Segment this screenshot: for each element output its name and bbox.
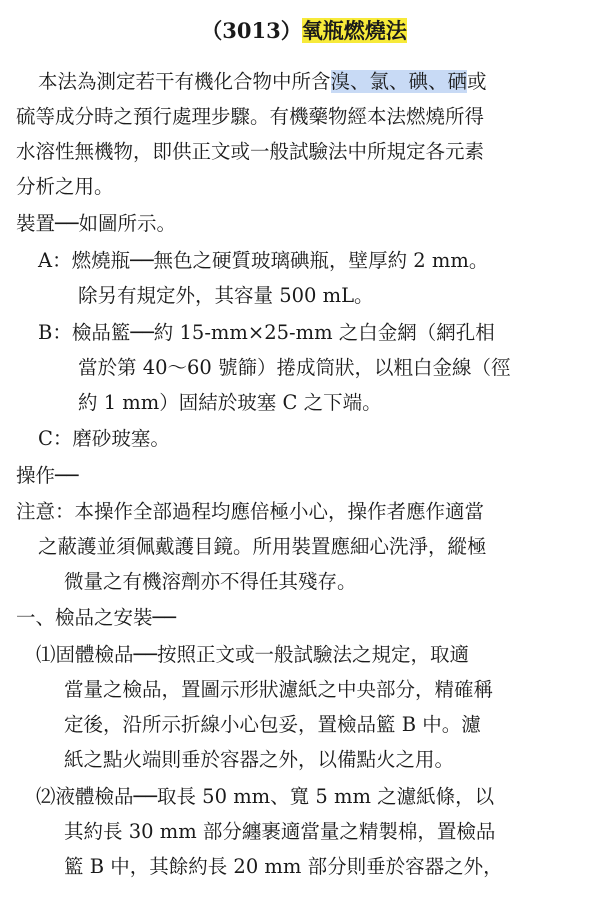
- intro-line-1: [38, 64, 487, 100]
- operation-heading: 操作──: [16, 464, 79, 487]
- note-line-3: 微量之有機溶劑亦不得任其殘存。: [64, 570, 357, 593]
- liquid-sample-line-1: ⑵液體檢品──取長 50 mm、寬 5 mm 之濾紙條，以: [36, 785, 495, 808]
- section-title: [0, 14, 608, 48]
- apparatus-b-line-3: 約 1 mm）固結於玻塞 C 之下端。: [78, 391, 382, 414]
- apparatus-b-line-2: 當於第 40～60 號篩）捲成筒狀，以粗白金線（徑: [78, 356, 511, 379]
- note-line-1: 注意：本操作全部過程均應倍極小心，操作者應作適當: [16, 500, 485, 523]
- section-title-highlighted: 氧瓶燃燒法: [301, 18, 407, 43]
- solid-sample-line-2: 當量之檢品，置圖示形狀濾紙之中央部分，精確稱: [64, 678, 494, 701]
- apparatus-heading: 裝置──如圖所示。: [16, 212, 176, 235]
- solid-sample-line-4: 紙之點火端則垂於容器之外，以備點火之用。: [64, 748, 455, 771]
- solid-sample-line-1: ⑴固體檢品──按照正文或一般試驗法之規定，取適: [36, 643, 469, 666]
- note-line-2: 之蔽護並須佩戴護目鏡。所用裝置應細心洗淨，縱極: [38, 535, 487, 558]
- liquid-sample-line-2: 其約長 30 mm 部分纏裹適當量之精製棉，置檢品: [64, 820, 496, 843]
- apparatus-c-line-1: C：磨砂玻塞。: [38, 427, 170, 450]
- intro-text: 或: [467, 70, 487, 93]
- intro-text: 本法為測定若干有機化合物中所含: [38, 70, 331, 93]
- intro-line-3: 水溶性無機物，即供正文或一般試驗法中所規定各元素: [16, 140, 485, 163]
- section-number: （3013）: [201, 18, 302, 43]
- liquid-sample-line-3: 籃 B 中，其餘約長 20 mm 部分則垂於容器之外，: [64, 855, 503, 878]
- selected-text: 溴、氯、碘、硒: [330, 70, 468, 93]
- intro-line-2: 硫等成分時之預行處理步驟。有機藥物經本法燃燒所得: [16, 105, 485, 128]
- sample-heading: 一、檢品之安裝──: [16, 606, 176, 629]
- intro-line-4: 分析之用。: [16, 175, 114, 198]
- apparatus-a-line-2: 除另有規定外，其容量 500 mL。: [78, 284, 374, 307]
- solid-sample-line-3: 定後，沿所示折線小心包妥，置檢品籃 B 中。濾: [64, 713, 481, 736]
- apparatus-a-line-1: A：燃燒瓶──無色之硬質玻璃碘瓶，壁厚約 2 mm。: [38, 249, 489, 272]
- apparatus-b-line-1: B：檢品籃──約 15-mm×25-mm 之白金網（網孔相: [38, 321, 495, 344]
